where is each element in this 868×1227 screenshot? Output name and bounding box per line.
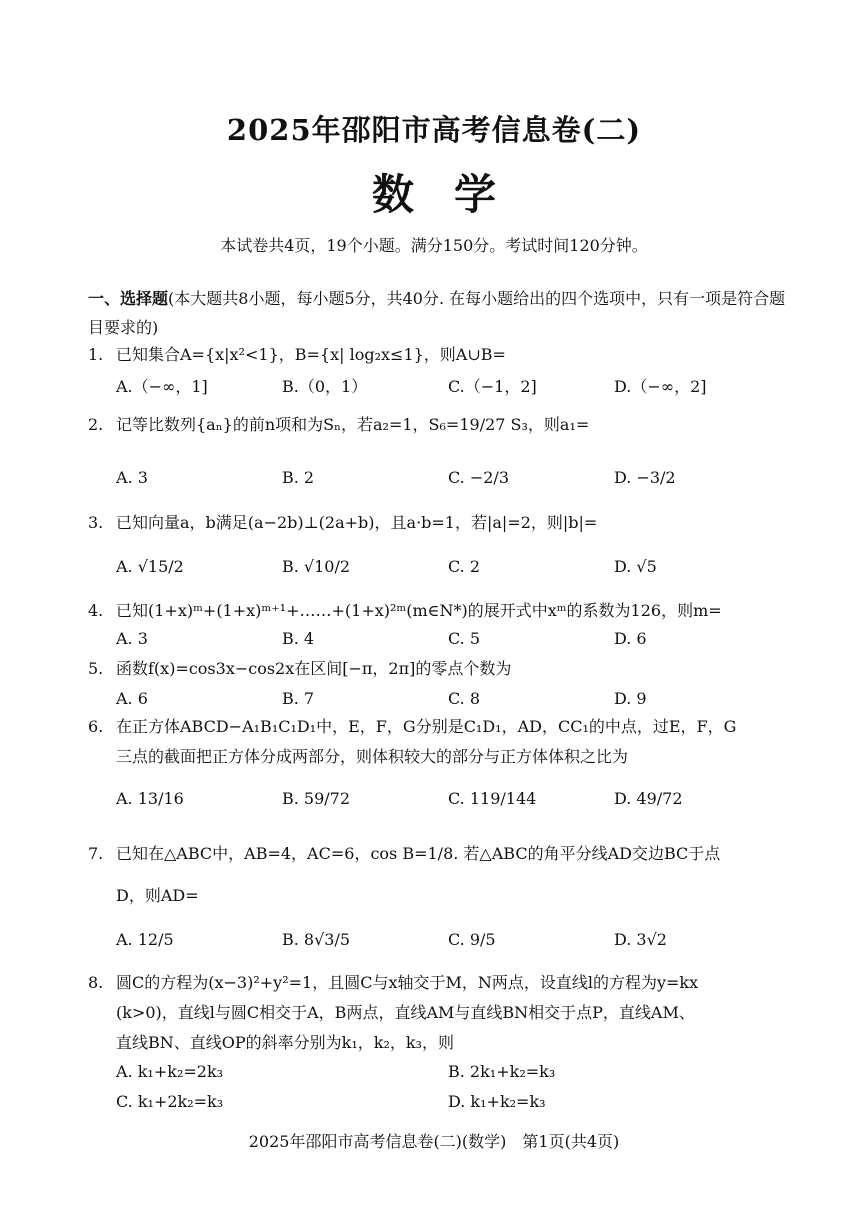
option-c: C. 5 — [448, 629, 481, 648]
option-b: B. 8√3/5 — [282, 930, 351, 949]
question-stem: 已知在△ABC中，AB=4，AC=6，cos B=1/8. 若△ABC的角平分线AD交边BC于点 — [116, 844, 721, 863]
question-stem-continued: (k>0)，直线l与圆C相交于A，B两点，直线AM与直线BN相交于点P，直线AM、 — [116, 1003, 695, 1022]
option-b: B. 2k₁+k₂=k₃ — [448, 1062, 556, 1081]
exam-info: 本试卷共4页，19个小题。满分150分。考试时间120分钟。 — [220, 236, 648, 255]
option-a: A. 13/16 — [116, 789, 184, 808]
option-c: C. 8 — [448, 689, 481, 708]
question-stem: 已知(1+x)ᵐ+(1+x)ᵐ⁺¹+……+(1+x)²ᵐ(m∈N*)的展开式中xᵐ的系数为126，则m= — [116, 601, 722, 620]
option-a: A.（−∞，1] — [116, 377, 208, 396]
question-2 — [88, 410, 788, 440]
question-number: 2. — [88, 415, 104, 434]
option-d: D. 9 — [614, 689, 647, 708]
question-stem-continued: D，则AD= — [116, 886, 199, 905]
option-a: A. 3 — [116, 629, 148, 648]
option-c: C. 119/144 — [448, 789, 537, 808]
page-footer: 2025年邵阳市高考信息卷(二)(数学) 第1页(共4页) — [248, 1132, 620, 1151]
exam-title: 2025年邵阳市高考信息卷(二) — [226, 113, 642, 147]
question-stem: 已知向量a，b满足(a−2b)⊥(2a+b)，且a·b=1，若|a|=2，则|b|= — [116, 513, 598, 532]
question-stem: 函数f(x)=cos3x−cos2x在区间[−π，2π]的零点个数为 — [116, 659, 512, 678]
question-number: 1. — [88, 345, 104, 364]
question-stem: 在正方体ABCD−A₁B₁C₁D₁中，E，F，G分别是C₁D₁，AD，CC₁的中点，过E，F，G — [116, 717, 737, 736]
question-stem-continued: 三点的截面把正方体分成两部分，则体积较大的部分与正方体体积之比为 — [116, 747, 629, 766]
option-b: B. 7 — [282, 689, 315, 708]
question-6 — [88, 712, 788, 772]
question-stem: 记等比数列{aₙ}的前n项和为Sₙ，若a₂=1，S₆=19/27 S₃，则a₁= — [116, 415, 590, 434]
option-b: B. √10/2 — [282, 557, 351, 576]
question-stem: 已知集合A={x|x²<1}，B={x| log₂x≤1}，则A∪B= — [116, 345, 506, 364]
option-a: A. 12/5 — [116, 930, 174, 949]
option-a: A. √15/2 — [116, 557, 184, 576]
option-c: C.（−1，2] — [448, 377, 537, 396]
question-1 — [88, 340, 788, 370]
subject-title: 数学 — [371, 170, 536, 219]
question-8 — [88, 968, 788, 1058]
question-7 — [88, 839, 788, 911]
question-number: 8. — [88, 973, 104, 992]
option-d: D. k₁+k₂=k₃ — [448, 1092, 546, 1111]
option-d: D.（−∞，2] — [614, 377, 707, 396]
question-4 — [88, 596, 788, 626]
section-title: 一、选择题 — [88, 289, 169, 308]
option-b: B. 4 — [282, 629, 315, 648]
question-number: 3. — [88, 513, 104, 532]
option-d: D. −3/2 — [614, 468, 676, 487]
option-d: D. 49/72 — [614, 789, 683, 808]
question-number: 4. — [88, 601, 104, 620]
option-d: D. 6 — [614, 629, 647, 648]
question-stem-continued: 直线BN、直线OP的斜率分别为k₁，k₂，k₃，则 — [116, 1033, 454, 1052]
option-a: A. k₁+k₂=2k₃ — [116, 1062, 224, 1081]
option-b: B. 2 — [282, 468, 315, 487]
option-d: D. 3√2 — [614, 930, 667, 949]
option-a: A. 3 — [116, 468, 148, 487]
question-3 — [88, 508, 788, 538]
option-b: B.（0，1） — [282, 377, 368, 396]
option-c: C. −2/3 — [448, 468, 509, 487]
option-c: C. k₁+2k₂=k₃ — [116, 1092, 224, 1111]
question-5 — [88, 654, 788, 684]
option-d: D. √5 — [614, 557, 657, 576]
option-a: A. 6 — [116, 689, 148, 708]
option-c: C. 9/5 — [448, 930, 496, 949]
question-number: 5. — [88, 659, 104, 678]
question-number: 7. — [88, 844, 104, 863]
option-c: C. 2 — [448, 557, 481, 576]
section-heading — [88, 284, 788, 342]
section-instructions: (本大题共8小题，每小题5分，共40分. 在每小题给出的四个选项中，只有一项是符合题目要求的) — [88, 289, 786, 337]
question-number: 6. — [88, 717, 104, 736]
option-b: B. 59/72 — [282, 789, 351, 808]
question-stem: 圆C的方程为(x−3)²+y²=1，且圆C与x轴交于M，N两点，设直线l的方程为y=kx — [116, 973, 699, 992]
